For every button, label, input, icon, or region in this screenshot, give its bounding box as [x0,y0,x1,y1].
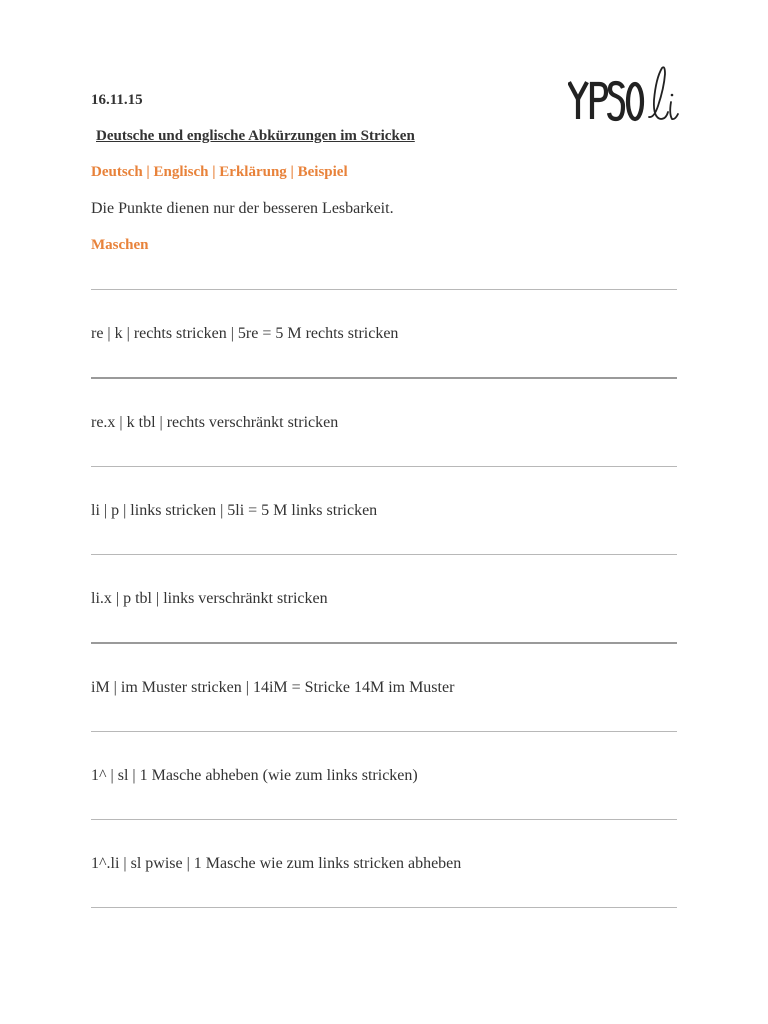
list-item-text: 1^ | sl | 1 Masche abheben (wie zum links stricken) [91,767,418,784]
list-item-text: li.x | p tbl | links verschränkt stricken [91,590,328,607]
abbreviation-list [91,289,677,908]
column-legend: Deutsch | Englisch | Erklärung | Beispiel [91,164,348,180]
list-item-text: li | p | links stricken | 5li = 5 M links stricken [91,502,378,519]
ypsoli-logo [568,62,680,126]
list-item [91,732,677,819]
list-item [91,467,677,554]
divider [91,907,677,908]
list-item-text: iM | im Muster stricken | 14iM = Stricke 14M im Muster [91,679,455,696]
section-heading-maschen: Maschen [91,237,149,253]
list-item [91,290,677,377]
list-item [91,555,677,642]
list-item-text: 1^.li | sl pwise | 1 Masche wie zum links stricken abheben [91,855,462,872]
document-title: Deutsche und englische Abkürzungen im Stricken [96,128,415,144]
readability-note: Die Punkte dienen nur der besseren Lesbarkeit. [91,200,394,217]
document-date: 16.11.15 [91,92,143,108]
list-item [91,820,677,907]
list-item [91,379,677,466]
list-item [91,644,677,731]
list-item-text: re.x | k tbl | rechts verschränkt stricken [91,414,339,431]
list-item-text: re | k | rechts stricken | 5re = 5 M rechts stricken [91,325,399,342]
